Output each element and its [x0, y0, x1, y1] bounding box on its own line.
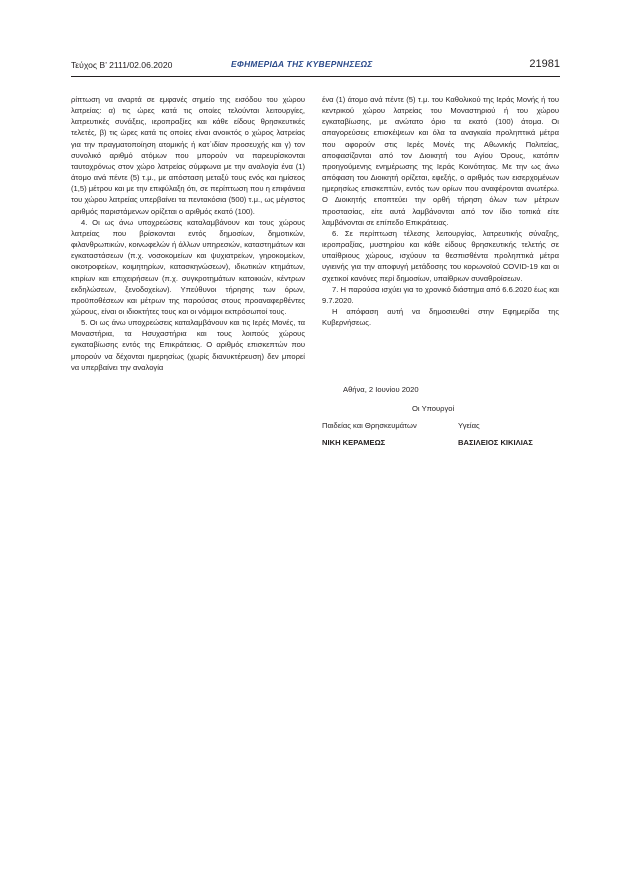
paragraph: 7. Η παρούσα ισχύει για το χρονικό διάστημα από 6.6.2020 έως και 9.7.2020.: [322, 284, 559, 305]
paragraph: ρίπτωση να αναρτά σε εμφανές σημείο της εισόδου του χώρου λατρείας: α) τις ώρες κατά τις οποίες τελούνται λειτουργίες, λατρευτικές συνάξεις, ιεροπραξίες και κάθε είδους θρησκευτικές τελετές, β) τις ώρες κατά τις οποίες είναι ανοικτός ο χώρος λατρείας για την πραγματοποίηση ατομικής ή κατ΄ιδίαν προσευχής και γ) τον συνολικό αριθμό ατόμων που μπορούν να παρευρίσκονται ταυτοχρόνως στον χώρο λατρείας σύμφωνα με την αναλογία ένα (1) άτομο ανά πέντε (5) τ.μ., με απόσταση μεταξύ τους ενός και ημίσεος (1,5) μέτρου και με την επιφύλαξη ότι, σε περίπτωση που η επιφάνεια του χώρου λατρείας υπερβαίνει τα πεντακόσια (500) τ.μ., ως μέγιστος αριθμός παριστάμενων ορίζεται ο αριθμός εκατό (100).: [71, 95, 305, 216]
page-number: 21981: [529, 58, 560, 70]
paragraph: 5. Οι ως άνω υποχρεώσεις καταλαμβάνουν και τις Ιερές Μονές, τα Μοναστήρια, τα Ησυχαστήρια και τους λοιπούς χώρους εγκαταβίωσης εντός της Επικράτειας. Ο αριθμός επισκεπτών που μπορούν να δέχονται ημερησίως (χωρίς διανυκτέρευση) δεν μπορεί να υπερβαίνει την αναλογία: [71, 318, 305, 372]
header-rule: [71, 76, 560, 77]
left-column: [71, 94, 305, 373]
paragraph: 6. Σε περίπτωση τέλεσης λειτουργίας, λατρευτικής σύναξης, ιεροπραξίας, μυστηρίου και κάθε είδους θρησκευτικής τελετής σε υπαίθριους χώρους, ισχύουν τα θεσπισθέντα προληπτικά μέτρα υγιεινής για την αποφυγή μετάδοσης του κορωνοϊού COVID-19 και οι σχετικοί κανόνες περί δημοσίων, υπαίθριων συναθροίσεων.: [322, 228, 559, 283]
minister1-name: ΝΙΚΗ ΚΕΡΑΜΕΩΣ: [322, 438, 386, 447]
signature-heading: Οι Υπουργοί: [412, 404, 455, 413]
minister1-title: Παιδείας και Θρησκευμάτων: [322, 421, 417, 430]
minister2-name: ΒΑΣΙΛΕΙΟΣ ΚΙΚΙΛΙΑΣ: [458, 438, 533, 447]
paragraph: 4. Οι ως άνω υποχρεώσεις καταλαμβάνουν και τους χώρους λατρείας που βρίσκονται εντός δημοσίων, δημοτικών, φιλανθρωπικών, κοινωφελών ή άλλων υπηρεσιών, καταστημάτων και εγκαταστάσεων (π.χ. νοσοκομείων και ψυχιατρείων, γηροκομείων, οικοτροφείων, κοιμητηρίων, κατασκηνώσεων), ιδιωτικών κτημάτων, κτιρίων και επιχειρήσεων (π.χ. συγκροτημάτων κατοικιών, κέντρων εκδηλώσεων, ξενοδοχείων). Υπεύθυνοι τήρησης των όρων, προϋποθέσεων και μέτρων της παρούσας στους προαναφερθέντες χώρους, είναι οι ιδιοκτήτες τους και οι νόμιμοι εκπρόσωποί τους.: [71, 217, 305, 316]
right-column: [322, 94, 559, 328]
paragraph: Η απόφαση αυτή να δημοσιευθεί στην Εφημερίδα της Κυβερνήσεως.: [322, 306, 559, 328]
signature-place-date: Αθήνα, 2 Ιουνίου 2020: [343, 385, 419, 394]
gazette-title: ΕΦΗΜΕΡΙΔΑ ΤΗΣ ΚΥΒΕΡΝΗΣΕΩΣ: [231, 59, 373, 69]
page-header: [71, 60, 560, 74]
issue-reference: Τεύχος B’ 2111/02.06.2020: [71, 60, 173, 70]
minister2-title: Υγείας: [458, 421, 480, 430]
paragraph: ένα (1) άτομο ανά πέντε (5) τ.μ. του Καθολικού της Ιεράς Μονής ή του κεντρικού χώρου λατρείας του Μοναστηριού ή του χώρου εγκαταβίωσης, με ανώτατο όριο τα εκατό (100) άτομα. Οι απαγορεύσεις επισκέψεων και όλα τα αναγκαία προληπτικά μέτρα που αφορούν στις Ιερές Μονές της Αθωνικής Πολιτείας, αποφασίζονται από τον Διοικητή του Αγίου Όρους, κατόπιν προηγούμενης ενημέρωσης της Ιεράς Κοινότητας. Με την ως άνω απόφαση του Διοικητή ορίζεται, εφεξής, ο αριθμός των εισερχομένων ημερησίως επισκεπτών, εντός των ορίων που αναφέρονται ανωτέρω. Ο Διοικητής εποπτεύει την ορθή τήρηση όλων των μέτρων προστασίας, είτε αυτά λαμβάνονται από τον ίδιο τοπικά είτε λαμβάνονται σε επίπεδο Επικράτειας.: [322, 95, 559, 227]
